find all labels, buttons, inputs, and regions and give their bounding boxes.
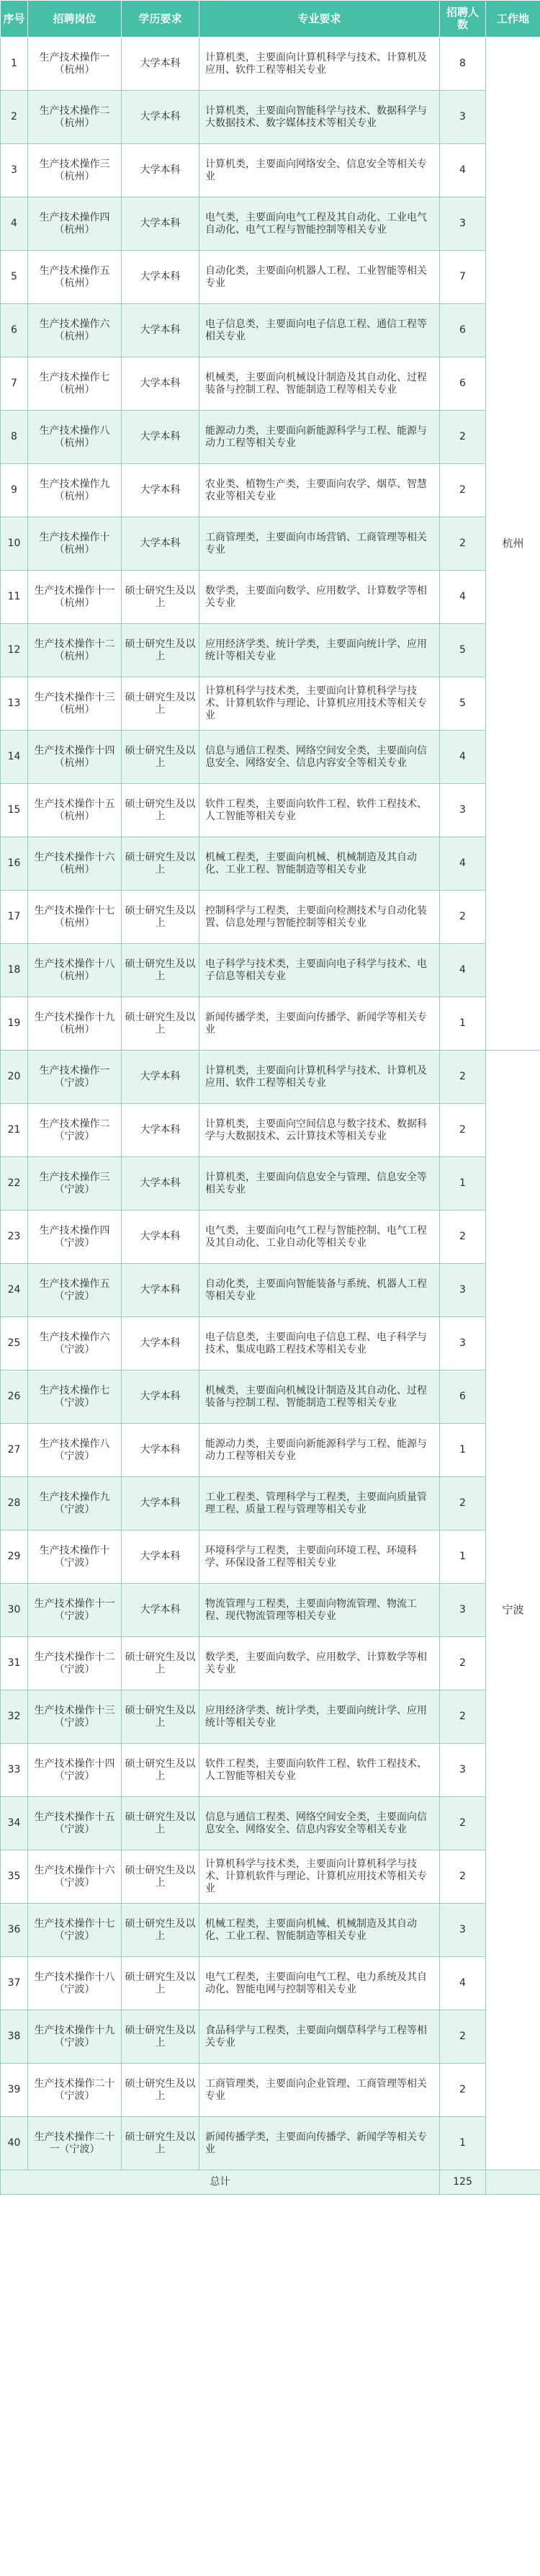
cell-count: 4 — [440, 944, 486, 997]
cell-education: 硕士研究生及以上 — [122, 1744, 199, 1797]
cell-count: 3 — [440, 1904, 486, 1957]
cell-count: 8 — [440, 37, 486, 91]
table-row — [1, 1957, 540, 2010]
cell-education: 硕士研究生及以上 — [122, 1637, 199, 1690]
header-count: 招聘人数 — [440, 1, 486, 37]
cell-no: 17 — [1, 891, 28, 944]
cell-count: 5 — [440, 677, 486, 731]
cell-position: 生产技术操作二（宁波） — [28, 1104, 122, 1157]
cell-position: 生产技术操作十七（杭州） — [28, 891, 122, 944]
cell-no: 10 — [1, 517, 28, 571]
total-count: 125 — [440, 2170, 486, 2195]
cell-education: 硕士研究生及以上 — [122, 891, 199, 944]
cell-position: 生产技术操作十六（杭州） — [28, 837, 122, 891]
cell-major: 计算机类，主要面向智能科学与技术、数据科学与大数据技术、数字媒体技术等相关专业 — [199, 91, 440, 144]
cell-no: 33 — [1, 1744, 28, 1797]
table-row — [1, 91, 540, 144]
table-row — [1, 1637, 540, 1690]
cell-position: 生产技术操作九（杭州） — [28, 464, 122, 517]
table-header — [1, 1, 540, 37]
cell-major: 计算机类，主要面向计算机科学与技术、计算机及应用、软件工程等相关专业 — [199, 1051, 440, 1104]
cell-location: 宁波 — [486, 1051, 540, 2170]
cell-count: 1 — [440, 997, 486, 1051]
cell-no: 21 — [1, 1104, 28, 1157]
cell-education: 大学本科 — [122, 1264, 199, 1317]
table-row — [1, 411, 540, 464]
cell-education: 大学本科 — [122, 1424, 199, 1477]
header-major: 专业要求 — [199, 1, 440, 37]
cell-no: 32 — [1, 1690, 28, 1744]
cell-education: 大学本科 — [122, 411, 199, 464]
cell-count: 1 — [440, 1530, 486, 1584]
cell-no: 19 — [1, 997, 28, 1051]
cell-education: 硕士研究生及以上 — [122, 997, 199, 1051]
cell-no: 22 — [1, 1157, 28, 1211]
cell-count: 1 — [440, 1424, 486, 1477]
cell-no: 25 — [1, 1317, 28, 1371]
cell-count: 3 — [440, 197, 486, 251]
cell-major: 食品科学与工程类，主要面向烟草科学与工程等相关专业 — [199, 2010, 440, 2064]
cell-education: 硕士研究生及以上 — [122, 624, 199, 677]
table-row — [1, 37, 540, 91]
cell-education: 硕士研究生及以上 — [122, 571, 199, 624]
cell-count: 6 — [440, 357, 486, 411]
table-row — [1, 1051, 540, 1104]
table-row — [1, 1744, 540, 1797]
cell-no: 6 — [1, 304, 28, 357]
cell-major: 电气类，主要面向电气工程与智能控制、电气工程及其自动化、工业自动化等相关专业 — [199, 1211, 440, 1264]
cell-education: 硕士研究生及以上 — [122, 1904, 199, 1957]
cell-position: 生产技术操作十一（宁波） — [28, 1584, 122, 1637]
cell-position: 生产技术操作十九（杭州） — [28, 997, 122, 1051]
cell-no: 2 — [1, 91, 28, 144]
cell-no: 38 — [1, 2010, 28, 2064]
cell-major: 计算机类，主要面向信息安全与管理、信息安全等相关专业 — [199, 1157, 440, 1211]
cell-position: 生产技术操作十三（杭州） — [28, 677, 122, 731]
cell-major: 机械类，主要面向机械设计制造及其自动化、过程装备与控制工程、智能制造工程等相关专业 — [199, 1371, 440, 1424]
cell-position: 生产技术操作十五（杭州） — [28, 784, 122, 837]
cell-count: 2 — [440, 464, 486, 517]
cell-major: 计算机科学与技术类，主要面向计算机科学与技术、计算机软件与理论、计算机应用技术等相关专业 — [199, 1850, 440, 1904]
cell-count: 2 — [440, 1797, 486, 1850]
cell-no: 14 — [1, 731, 28, 784]
cell-education: 大学本科 — [122, 1157, 199, 1211]
table-body — [1, 37, 540, 2170]
cell-count: 5 — [440, 624, 486, 677]
cell-count: 3 — [440, 1584, 486, 1637]
cell-position: 生产技术操作十一（杭州） — [28, 571, 122, 624]
cell-education: 大学本科 — [122, 517, 199, 571]
cell-major: 计算机类，主要面向网络安全、信息安全等相关专业 — [199, 144, 440, 197]
cell-education: 大学本科 — [122, 1584, 199, 1637]
cell-education: 硕士研究生及以上 — [122, 677, 199, 731]
cell-position: 生产技术操作九（宁波） — [28, 1477, 122, 1530]
table-row — [1, 624, 540, 677]
cell-count: 2 — [440, 2064, 486, 2117]
cell-count: 2 — [440, 1477, 486, 1530]
cell-major: 软件工程类，主要面向软件工程、软件工程技术、人工智能等相关专业 — [199, 784, 440, 837]
cell-position: 生产技术操作十三（宁波） — [28, 1690, 122, 1744]
cell-education: 硕士研究生及以上 — [122, 784, 199, 837]
table-row — [1, 1584, 540, 1637]
table-row — [1, 784, 540, 837]
cell-education: 大学本科 — [122, 357, 199, 411]
cell-count: 4 — [440, 144, 486, 197]
cell-no: 26 — [1, 1371, 28, 1424]
cell-major: 计算机类，主要面向空间信息与数字技术、数据科学与大数据技术、云计算技术等相关专业 — [199, 1104, 440, 1157]
cell-major: 电气类，主要面向电气工程及其自动化、工业电气自动化、电气工程与智能控制等相关专业 — [199, 197, 440, 251]
cell-major: 物流管理与工程类，主要面向物流管理、物流工程、现代物流管理等相关专业 — [199, 1584, 440, 1637]
cell-education: 硕士研究生及以上 — [122, 2010, 199, 2064]
cell-position: 生产技术操作十八（宁波） — [28, 1957, 122, 2010]
table-row — [1, 731, 540, 784]
cell-education: 大学本科 — [122, 304, 199, 357]
cell-education: 大学本科 — [122, 1477, 199, 1530]
total-label: 总计 — [1, 2170, 440, 2195]
table-row — [1, 1157, 540, 1211]
cell-no: 15 — [1, 784, 28, 837]
cell-education: 硕士研究生及以上 — [122, 1797, 199, 1850]
cell-no: 35 — [1, 1850, 28, 1904]
cell-count: 2 — [440, 1211, 486, 1264]
cell-education: 硕士研究生及以上 — [122, 837, 199, 891]
cell-position: 生产技术操作四（宁波） — [28, 1211, 122, 1264]
cell-education: 大学本科 — [122, 1104, 199, 1157]
cell-no: 1 — [1, 37, 28, 91]
cell-no: 40 — [1, 2117, 28, 2170]
cell-major: 能源动力类，主要面向新能源科学与工程、能源与动力工程等相关专业 — [199, 1424, 440, 1477]
table-row — [1, 2117, 540, 2170]
total-empty — [486, 2170, 540, 2195]
cell-major: 应用经济学类、统计学类，主要面向统计学、应用统计等相关专业 — [199, 1690, 440, 1744]
cell-major: 机械工程类，主要面向机械、机械制造及其自动化、工业工程、智能制造等相关专业 — [199, 1904, 440, 1957]
cell-major: 工业工程类、管理科学与工程类，主要面向质量管理工程、质量工程与管理等相关专业 — [199, 1477, 440, 1530]
cell-education: 硕士研究生及以上 — [122, 2117, 199, 2170]
cell-major: 信息与通信工程类、网络空间安全类，主要面向信息安全、网络安全、信息内容安全等相关专业 — [199, 731, 440, 784]
cell-education: 大学本科 — [122, 251, 199, 304]
table-row — [1, 1904, 540, 1957]
cell-no: 39 — [1, 2064, 28, 2117]
cell-position: 生产技术操作十（杭州） — [28, 517, 122, 571]
cell-count: 2 — [440, 1051, 486, 1104]
cell-major: 农业类、植物生产类，主要面向农学、烟草、智慧农业等相关专业 — [199, 464, 440, 517]
cell-position: 生产技术操作三（宁波） — [28, 1157, 122, 1211]
cell-count: 2 — [440, 411, 486, 464]
cell-education: 大学本科 — [122, 464, 199, 517]
cell-no: 30 — [1, 1584, 28, 1637]
cell-count: 2 — [440, 1637, 486, 1690]
cell-major: 电气工程类，主要面向电气工程、电力系统及其自动化、智能电网与控制等相关专业 — [199, 1957, 440, 2010]
table-row — [1, 1477, 540, 1530]
table-row — [1, 837, 540, 891]
cell-count: 2 — [440, 891, 486, 944]
table-row — [1, 197, 540, 251]
cell-position: 生产技术操作一（宁波） — [28, 1051, 122, 1104]
cell-education: 大学本科 — [122, 1371, 199, 1424]
cell-no: 13 — [1, 677, 28, 731]
cell-count: 6 — [440, 304, 486, 357]
cell-no: 28 — [1, 1477, 28, 1530]
cell-no: 34 — [1, 1797, 28, 1850]
table-row — [1, 571, 540, 624]
table-row — [1, 1850, 540, 1904]
cell-education: 大学本科 — [122, 197, 199, 251]
cell-no: 31 — [1, 1637, 28, 1690]
cell-position: 生产技术操作十四（宁波） — [28, 1744, 122, 1797]
cell-major: 计算机科学与技术类，主要面向计算机科学与技术、计算机软件与理论、计算机应用技术等相关专业 — [199, 677, 440, 731]
cell-position: 生产技术操作十二（杭州） — [28, 624, 122, 677]
cell-major: 新闻传播学类，主要面向传播学、新闻学等相关专业 — [199, 2117, 440, 2170]
table-row — [1, 1371, 540, 1424]
cell-no: 8 — [1, 411, 28, 464]
cell-major: 自动化类，主要面向机器人工程、工业智能等相关专业 — [199, 251, 440, 304]
table-row — [1, 1797, 540, 1850]
cell-major: 电子科学与技术类，主要面向电子科学与技术、电子信息等相关专业 — [199, 944, 440, 997]
cell-no: 12 — [1, 624, 28, 677]
cell-count: 3 — [440, 91, 486, 144]
cell-no: 20 — [1, 1051, 28, 1104]
cell-no: 18 — [1, 944, 28, 997]
cell-major: 新闻传播学类，主要面向传播学、新闻学等相关专业 — [199, 997, 440, 1051]
cell-no: 23 — [1, 1211, 28, 1264]
cell-no: 4 — [1, 197, 28, 251]
cell-no: 3 — [1, 144, 28, 197]
table-row — [1, 997, 540, 1051]
cell-position: 生产技术操作十七（宁波） — [28, 1904, 122, 1957]
cell-no: 9 — [1, 464, 28, 517]
table-row — [1, 2064, 540, 2117]
cell-position: 生产技术操作十（宁波） — [28, 1530, 122, 1584]
cell-education: 硕士研究生及以上 — [122, 1690, 199, 1744]
cell-count: 2 — [440, 517, 486, 571]
cell-position: 生产技术操作二十（宁波） — [28, 2064, 122, 2117]
cell-education: 硕士研究生及以上 — [122, 1850, 199, 1904]
cell-major: 信息与通信工程类、网络空间安全类，主要面向信息安全、网络安全、信息内容安全等相关专业 — [199, 1797, 440, 1850]
cell-position: 生产技术操作七（宁波） — [28, 1371, 122, 1424]
cell-major: 计算机类，主要面向计算机科学与技术、计算机及应用、软件工程等相关专业 — [199, 37, 440, 91]
table-row — [1, 144, 540, 197]
cell-major: 电子信息类，主要面向电子信息工程、电子科学与技术、集成电路工程技术等相关专业 — [199, 1317, 440, 1371]
cell-education: 硕士研究生及以上 — [122, 944, 199, 997]
cell-education: 硕士研究生及以上 — [122, 731, 199, 784]
cell-count: 4 — [440, 837, 486, 891]
cell-count: 2 — [440, 1690, 486, 1744]
cell-position: 生产技术操作十六（宁波） — [28, 1850, 122, 1904]
cell-count: 1 — [440, 1157, 486, 1211]
cell-major: 数学类，主要面向数学、应用数学、计算数学等相关专业 — [199, 571, 440, 624]
cell-major: 电子信息类，主要面向电子信息工程、通信工程等相关专业 — [199, 304, 440, 357]
table-row — [1, 1424, 540, 1477]
cell-major: 控制科学与工程类，主要面向检测技术与自动化装置、信息处理与智能控制等相关专业 — [199, 891, 440, 944]
cell-major: 环境科学与工程类，主要面向环境工程、环境科学、环保设备工程等相关专业 — [199, 1530, 440, 1584]
cell-position: 生产技术操作五（宁波） — [28, 1264, 122, 1317]
table-footer — [1, 2170, 540, 2195]
table-row — [1, 1211, 540, 1264]
cell-position: 生产技术操作一（杭州） — [28, 37, 122, 91]
header-position: 招聘岗位 — [28, 1, 122, 37]
cell-count: 3 — [440, 1264, 486, 1317]
cell-no: 24 — [1, 1264, 28, 1317]
table-row — [1, 1317, 540, 1371]
cell-education: 大学本科 — [122, 91, 199, 144]
cell-no: 11 — [1, 571, 28, 624]
cell-major: 自动化类，主要面向智能装备与系统、机器人工程等相关专业 — [199, 1264, 440, 1317]
table-row — [1, 1264, 540, 1317]
cell-education: 大学本科 — [122, 1211, 199, 1264]
cell-position: 生产技术操作二（杭州） — [28, 91, 122, 144]
table-row — [1, 1104, 540, 1157]
cell-count: 3 — [440, 1744, 486, 1797]
cell-position: 生产技术操作六（杭州） — [28, 304, 122, 357]
cell-position: 生产技术操作十二（宁波） — [28, 1637, 122, 1690]
table-row — [1, 1690, 540, 1744]
cell-no: 37 — [1, 1957, 28, 2010]
table-row — [1, 251, 540, 304]
cell-education: 大学本科 — [122, 1051, 199, 1104]
table-row — [1, 517, 540, 571]
cell-position: 生产技术操作七（杭州） — [28, 357, 122, 411]
cell-no: 27 — [1, 1424, 28, 1477]
cell-major: 工商管理类，主要面向市场营销、工商管理等相关专业 — [199, 517, 440, 571]
cell-count: 6 — [440, 1371, 486, 1424]
cell-position: 生产技术操作二十一（宁波） — [28, 2117, 122, 2170]
header-location: 工作地 — [486, 1, 540, 37]
table-row — [1, 2010, 540, 2064]
cell-no: 36 — [1, 1904, 28, 1957]
cell-count: 3 — [440, 1317, 486, 1371]
cell-position: 生产技术操作十九（宁波） — [28, 2010, 122, 2064]
cell-position: 生产技术操作八（宁波） — [28, 1424, 122, 1477]
table-row — [1, 677, 540, 731]
cell-position: 生产技术操作三（杭州） — [28, 144, 122, 197]
cell-position: 生产技术操作四（杭州） — [28, 197, 122, 251]
header-no: 序号 — [1, 1, 28, 37]
cell-position: 生产技术操作八（杭州） — [28, 411, 122, 464]
cell-position: 生产技术操作十八（杭州） — [28, 944, 122, 997]
table-row — [1, 891, 540, 944]
cell-no: 29 — [1, 1530, 28, 1584]
table-row — [1, 304, 540, 357]
cell-location: 杭州 — [486, 37, 540, 1051]
cell-count: 4 — [440, 1957, 486, 2010]
cell-major: 机械类，主要面向机械设计制造及其自动化、过程装备与控制工程、智能制造工程等相关专业 — [199, 357, 440, 411]
table-row — [1, 1530, 540, 1584]
cell-education: 大学本科 — [122, 1530, 199, 1584]
cell-major: 软件工程类，主要面向软件工程、软件工程技术、人工智能等相关专业 — [199, 1744, 440, 1797]
table-row — [1, 357, 540, 411]
cell-count: 2 — [440, 2010, 486, 2064]
cell-no: 5 — [1, 251, 28, 304]
cell-position: 生产技术操作十五（宁波） — [28, 1797, 122, 1850]
cell-count: 7 — [440, 251, 486, 304]
cell-education: 硕士研究生及以上 — [122, 1957, 199, 2010]
cell-education: 大学本科 — [122, 37, 199, 91]
table-row — [1, 464, 540, 517]
cell-no: 7 — [1, 357, 28, 411]
cell-education: 大学本科 — [122, 144, 199, 197]
cell-count: 2 — [440, 1104, 486, 1157]
cell-position: 生产技术操作五（杭州） — [28, 251, 122, 304]
cell-count: 1 — [440, 2117, 486, 2170]
cell-education: 大学本科 — [122, 1317, 199, 1371]
table-row — [1, 944, 540, 997]
cell-count: 4 — [440, 571, 486, 624]
cell-major: 数学类，主要面向数学、应用数学、计算数学等相关专业 — [199, 1637, 440, 1690]
cell-education: 硕士研究生及以上 — [122, 2064, 199, 2117]
cell-count: 3 — [440, 784, 486, 837]
cell-no: 16 — [1, 837, 28, 891]
cell-count: 4 — [440, 731, 486, 784]
cell-major: 应用经济学类、统计学类，主要面向统计学、应用统计等相关专业 — [199, 624, 440, 677]
cell-position: 生产技术操作十四（杭州） — [28, 731, 122, 784]
cell-major: 工商管理类，主要面向企业管理、工商管理等相关专业 — [199, 2064, 440, 2117]
header-education: 学历要求 — [122, 1, 199, 37]
cell-position: 生产技术操作六（宁波） — [28, 1317, 122, 1371]
cell-count: 2 — [440, 1850, 486, 1904]
cell-major: 机械工程类，主要面向机械、机械制造及其自动化、工业工程、智能制造等相关专业 — [199, 837, 440, 891]
cell-major: 能源动力类，主要面向新能源科学与工程、能源与动力工程等相关专业 — [199, 411, 440, 464]
